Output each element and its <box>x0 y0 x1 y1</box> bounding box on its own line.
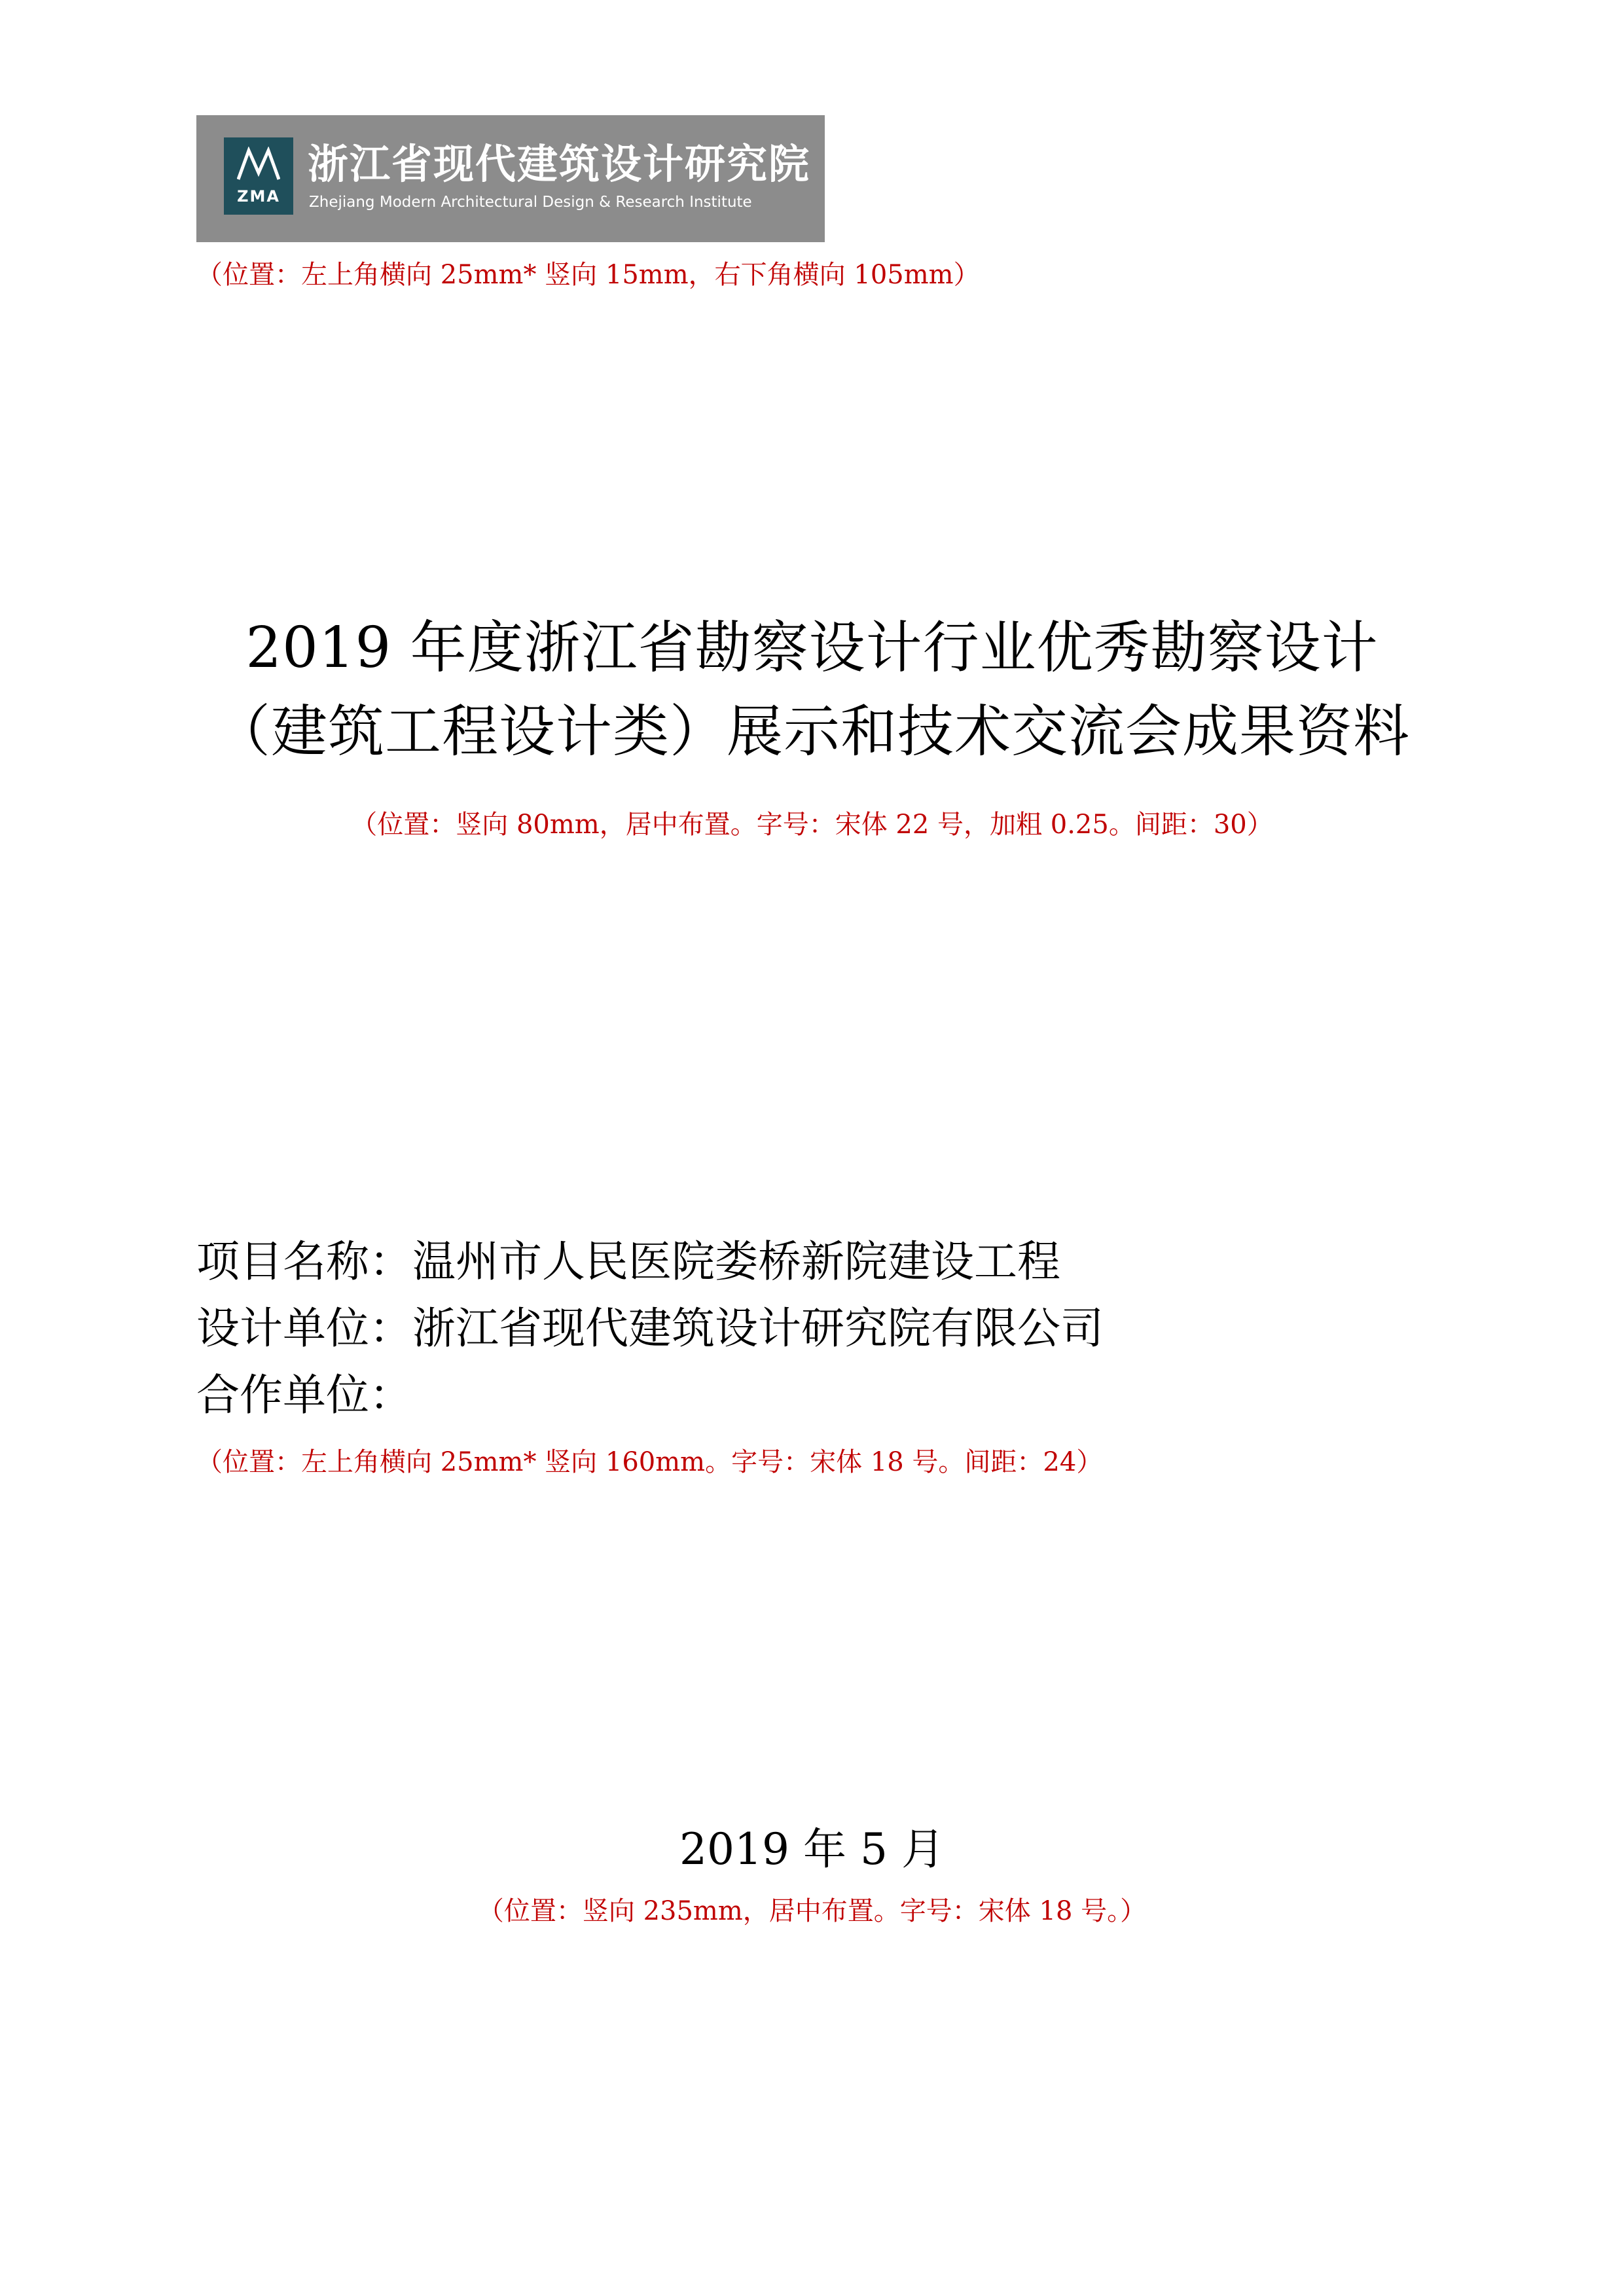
document-title-line-1: 2019 年度浙江省勘察设计行业优秀勘察设计 <box>245 615 1379 681</box>
design-unit: 设计单位：浙江省现代建筑设计研究院有限公司 <box>196 1303 1104 1354</box>
institute-logo <box>196 115 825 242</box>
logo-position-note: （位置：左上角横向 25mm* 竖向 15mm，右下角横向 105mm） <box>196 260 980 290</box>
logo-name-chinese: 浙江省现代建筑设计研究院 <box>308 140 811 188</box>
mountain-peaks-icon <box>237 147 280 181</box>
document-date: 2019 年 5 月 <box>679 1824 945 1874</box>
zma-mark-icon <box>224 137 293 215</box>
partner-unit: 合作单位： <box>196 1370 412 1420</box>
logo-mark-text: ZMA <box>237 187 280 206</box>
project-name: 项目名称：温州市人民医院娄桥新院建设工程 <box>196 1236 1060 1287</box>
info-position-note: （位置：左上角横向 25mm* 竖向 160mm。字号：宋体 18 号。间距：24） <box>196 1447 1103 1477</box>
title-position-note: （位置：竖向 80mm，居中布置。字号：宋体 22 号，加粗 0.25。间距：30） <box>351 810 1273 840</box>
date-position-note: （位置：竖向 235mm，居中布置。字号：宋体 18 号。） <box>477 1896 1147 1926</box>
logo-name-english: Zhejiang Modern Architectural Design & Research Institute <box>309 194 752 211</box>
document-title-line-2: （建筑工程设计类）展示和技术交流会成果资料 <box>214 699 1410 764</box>
